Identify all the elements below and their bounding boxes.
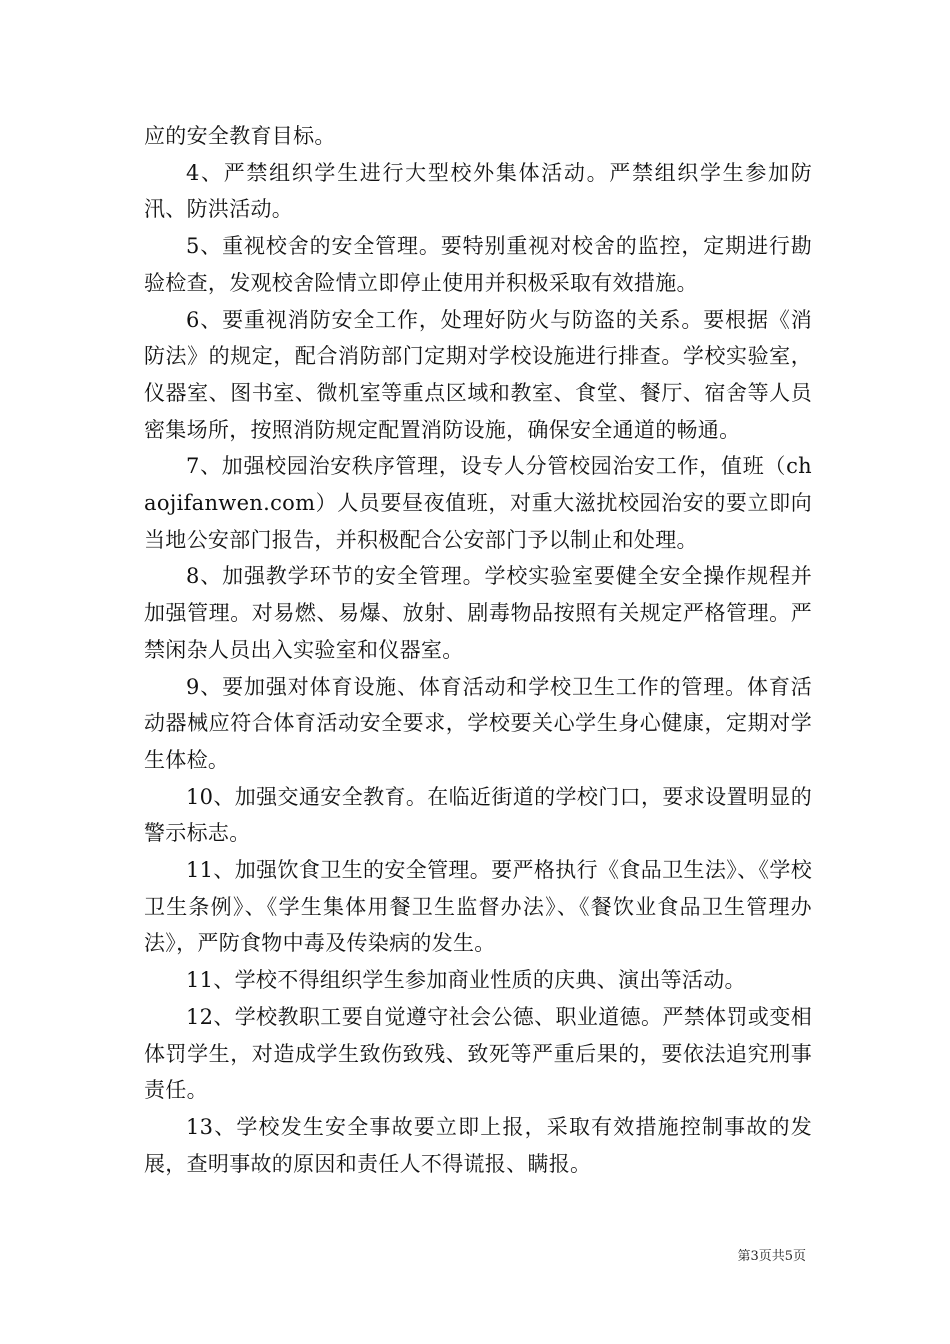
paragraph-item-5: 5、重视校舍的安全管理。要特别重视对校舍的监控，定期进行勘验检查，发观校舍险情立即停止使用并积极采取有效措施。 bbox=[144, 234, 812, 295]
paragraph-item-4: 4、严禁组织学生进行大型校外集体活动。严禁组织学生参加防汛、防洪活动。 bbox=[144, 160, 812, 222]
document-body bbox=[144, 118, 812, 1182]
paragraph-item-7: 7、加强校园治安秩序管理，设专人分管校园治安工作，值班（chaojifanwen.com）人员要昼夜值班，对重大滋扰校园治安的要立即向当地公安部门报告，并积极配合公安部门予以制止和处理。 bbox=[144, 454, 812, 552]
paragraph-item-8: 8、加强教学环节的安全管理。学校实验室要健全安全操作规程并加强管理。对易燃、易爆、放射、剧毒物品按照有关规定严格管理。严禁闲杂人员出入实验室和仪器室。 bbox=[144, 564, 812, 662]
paragraph-item-12: 12、学校教职工要自觉遵守社会公德、职业道德。严禁体罚或变相体罚学生，对造成学生致伤致残、致死等严重后果的，要依法追究刑事责任。 bbox=[144, 1004, 812, 1103]
paragraph-item-10: 10、加强交通安全教育。在临近街道的学校门口，要求设置明显的警示标志。 bbox=[144, 784, 812, 846]
paragraph-item-6: 6、要重视消防安全工作，处理好防火与防盗的关系。要根据《消防法》的规定，配合消防部门定期对学校设施进行排查。学校实验室，仪器室、图书室、微机室等重点区域和教室、食堂、餐厅、宿舍等人员密集场所，按照消防规定配置消防设施，确保安全通道的畅通。 bbox=[144, 307, 812, 442]
page-number-footer: 第3页共5页 bbox=[737, 1249, 806, 1264]
paragraph-item-13: 13、学校发生安全事故要立即上报，采取有效措施控制事故的发展，查明事故的原因和责任人不得谎报、瞒报。 bbox=[144, 1114, 812, 1176]
paragraph-item-9: 9、要加强对体育设施、体育活动和学校卫生工作的管理。体育活动器械应符合体育活动安全要求，学校要关心学生身心健康，定期对学生体检。 bbox=[144, 674, 812, 772]
paragraph-item-11a: 11、加强饮食卫生的安全管理。要严格执行《食品卫生法》、《学校卫生条例》、《学生集体用餐卫生监督办法》、《餐饮业食品卫生管理办法》，严防食物中毒及传染病的发生。 bbox=[144, 858, 812, 956]
paragraph-continuation: 应的安全教育目标。 bbox=[144, 124, 336, 148]
paragraph-item-11b: 11、学校不得组织学生参加商业性质的庆典、演出等活动。 bbox=[186, 968, 746, 993]
